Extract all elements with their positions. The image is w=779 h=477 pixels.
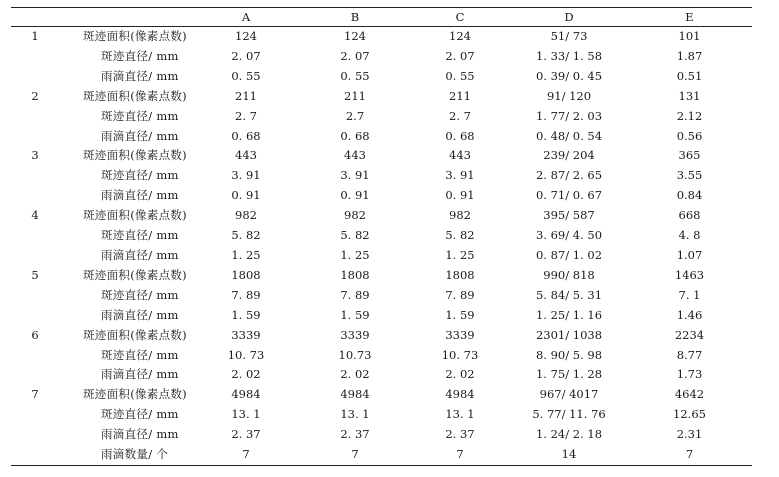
drop-diameter-label: 雨滴直径/ mm — [101, 128, 179, 143]
value-col-e: 1.07 — [676, 247, 703, 262]
value-col-a: 982 — [235, 208, 257, 223]
group-number-empty — [11, 425, 59, 445]
value-col-c: 1. 59 — [445, 307, 475, 322]
value-col-e: 12.65 — [673, 407, 706, 422]
value-col-b: 2. 37 — [340, 427, 370, 442]
table-row — [11, 87, 752, 107]
table-row — [11, 226, 752, 246]
value-col-e: 0.56 — [676, 128, 703, 143]
value-col-e: 131 — [678, 88, 701, 103]
table-row — [11, 286, 752, 306]
count-col-d: 14 — [561, 447, 577, 462]
value-col-c: 10. 73 — [441, 347, 479, 362]
table-row — [11, 146, 752, 166]
value-col-b: 0. 55 — [340, 68, 370, 83]
value-col-b: 10.73 — [338, 347, 372, 362]
spot-area-label: 斑迹面积(像素点数) — [83, 148, 187, 163]
value-col-d: 1. 25/ 1. 16 — [535, 307, 603, 322]
group-number-empty — [11, 67, 59, 87]
value-col-a: 2. 7 — [235, 108, 257, 123]
header-row — [11, 8, 752, 26]
value-col-c: 2. 7 — [449, 108, 471, 123]
value-col-a: 2. 02 — [231, 367, 261, 382]
group-number-empty — [11, 246, 59, 266]
value-col-a: 0. 55 — [231, 68, 261, 83]
value-col-b: 2.7 — [345, 108, 365, 123]
value-col-e: 0.51 — [676, 68, 703, 83]
value-col-a: 443 — [235, 148, 257, 163]
spot-area-label: 斑迹面积(像素点数) — [83, 327, 187, 342]
value-col-a: 10. 73 — [227, 347, 265, 362]
value-col-c: 0. 91 — [445, 188, 475, 203]
spot-area-label: 斑迹面积(像素点数) — [83, 387, 187, 402]
value-col-a: 4984 — [231, 387, 261, 402]
value-col-b: 1. 25 — [340, 247, 370, 262]
group-number: 2 — [31, 88, 39, 103]
value-col-d: 5. 84/ 5. 31 — [535, 287, 603, 302]
value-col-d: 1. 33/ 1. 58 — [535, 48, 603, 63]
value-col-c: 2. 07 — [445, 48, 475, 63]
value-col-e: 8.77 — [676, 347, 703, 362]
group-number-empty — [11, 186, 59, 206]
spot-diameter-label: 斑迹直径/ mm — [101, 108, 179, 123]
value-col-e: 0.84 — [676, 188, 703, 203]
value-col-d: 967/ 4017 — [539, 387, 599, 402]
value-col-b: 3339 — [340, 327, 370, 342]
spot-area-label: 斑迹面积(像素点数) — [83, 267, 187, 282]
value-col-b: 0. 91 — [340, 188, 370, 203]
group-number: 6 — [31, 327, 39, 342]
value-col-a: 3339 — [231, 327, 261, 342]
spot-area-label: 斑迹面积(像素点数) — [83, 208, 187, 223]
value-col-b: 124 — [344, 29, 366, 43]
header-col-c: C — [455, 10, 465, 24]
drop-diameter-label: 雨滴直径/ mm — [101, 307, 179, 322]
value-col-b: 2. 07 — [340, 48, 370, 63]
value-col-c: 7. 89 — [445, 287, 475, 302]
table-row — [11, 306, 752, 326]
group-number-empty — [11, 127, 59, 147]
group-number-empty — [11, 306, 59, 326]
raindrop-count-label: 雨滴数量/ 个 — [101, 447, 169, 462]
group-number-empty — [11, 346, 59, 366]
drop-diameter-label: 雨滴直径/ mm — [101, 247, 179, 262]
group-number: 4 — [31, 208, 39, 223]
value-col-d: 0. 71/ 0. 67 — [535, 188, 603, 203]
value-col-c: 0. 55 — [445, 68, 475, 83]
table-row — [11, 405, 752, 425]
value-col-b: 1. 59 — [340, 307, 370, 322]
spot-diameter-label: 斑迹直径/ mm — [101, 347, 179, 362]
value-col-b: 982 — [344, 208, 366, 223]
table-row — [11, 127, 752, 147]
value-col-b: 3. 91 — [340, 168, 370, 183]
value-col-e: 1.73 — [676, 367, 703, 382]
group-number-empty — [11, 47, 59, 67]
value-col-b: 5. 82 — [340, 228, 370, 243]
spot-diameter-label: 斑迹直径/ mm — [101, 48, 179, 63]
group-number-empty — [11, 107, 59, 127]
value-col-e: 4642 — [674, 387, 705, 402]
value-col-e: 2234 — [674, 327, 705, 342]
count-col-c: 7 — [456, 447, 464, 462]
value-col-e: 7. 1 — [678, 287, 701, 302]
table-body — [11, 27, 752, 465]
table-row — [11, 385, 752, 405]
value-col-a: 13. 1 — [231, 407, 261, 422]
value-col-c: 1808 — [445, 267, 475, 282]
value-col-d: 91/ 120 — [546, 88, 592, 103]
header-col-b: B — [350, 10, 360, 24]
value-col-e: 1.87 — [676, 48, 703, 63]
count-col-a: 7 — [242, 447, 250, 462]
value-col-a: 3. 91 — [231, 168, 261, 183]
table-row — [11, 107, 752, 127]
value-col-a: 0. 91 — [231, 188, 261, 203]
value-col-b: 13. 1 — [340, 407, 370, 422]
value-col-c: 124 — [449, 29, 471, 43]
table-row — [11, 206, 752, 226]
value-col-d: 239/ 204 — [543, 148, 595, 163]
value-col-d: 0. 39/ 0. 45 — [535, 68, 603, 83]
header-col-d: D — [564, 10, 574, 24]
value-col-d: 0. 87/ 1. 02 — [535, 247, 603, 262]
value-col-b: 7. 89 — [340, 287, 370, 302]
header-col-a: A — [241, 10, 251, 24]
group-number-empty — [11, 226, 59, 246]
value-col-d: 990/ 818 — [543, 267, 595, 282]
value-col-c: 0. 68 — [445, 128, 475, 143]
group-number-empty — [11, 445, 59, 465]
header-group-cell — [11, 8, 59, 26]
value-col-d: 8. 90/ 5. 98 — [535, 347, 603, 362]
value-col-c: 443 — [449, 148, 471, 163]
value-col-d: 5. 77/ 11. 76 — [532, 407, 606, 422]
table-row — [11, 365, 752, 385]
data-table — [11, 8, 752, 26]
group-number: 3 — [31, 148, 39, 163]
header-label-cell — [59, 8, 191, 26]
group-number-empty — [11, 286, 59, 306]
value-col-a: 0. 68 — [231, 128, 261, 143]
table-bottom-rule — [11, 465, 752, 466]
table-row — [11, 346, 752, 366]
value-col-a: 7. 89 — [231, 287, 261, 302]
value-col-c: 5. 82 — [445, 228, 475, 243]
group-number: 7 — [31, 387, 39, 402]
table-row — [11, 67, 752, 87]
group-number-empty — [11, 405, 59, 425]
drop-diameter-label: 雨滴直径/ mm — [101, 188, 179, 203]
value-col-d: 1. 24/ 2. 18 — [535, 427, 603, 442]
count-col-e: 7 — [685, 447, 694, 462]
table-row — [11, 166, 752, 186]
value-col-e: 3.55 — [676, 168, 703, 183]
spot-diameter-label: 斑迹直径/ mm — [101, 287, 179, 302]
table-row — [11, 27, 752, 47]
value-col-c: 3339 — [445, 327, 475, 342]
value-col-c: 13. 1 — [445, 407, 475, 422]
count-col-b: 7 — [351, 447, 359, 462]
drop-diameter-label: 雨滴直径/ mm — [101, 427, 179, 442]
value-col-e: 365 — [678, 148, 701, 163]
spot-area-label: 斑迹面积(像素点数) — [83, 88, 187, 103]
raindrop-count-row — [11, 445, 752, 465]
table-row — [11, 326, 752, 346]
value-col-d: 3. 69/ 4. 50 — [535, 228, 603, 243]
value-col-b: 1808 — [340, 267, 370, 282]
value-col-b: 4984 — [340, 387, 370, 402]
value-col-d: 395/ 587 — [543, 208, 595, 223]
value-col-d: 1. 75/ 1. 28 — [535, 367, 603, 382]
drop-diameter-label: 雨滴直径/ mm — [101, 367, 179, 382]
spot-area-label: 斑迹面积(像素点数) — [83, 29, 187, 43]
value-col-e: 1.46 — [676, 307, 703, 322]
value-col-b: 0. 68 — [340, 128, 370, 143]
table-row — [11, 246, 752, 266]
drop-diameter-label: 雨滴直径/ mm — [101, 68, 179, 83]
value-col-a: 1. 59 — [231, 307, 261, 322]
spot-diameter-label: 斑迹直径/ mm — [101, 407, 179, 422]
value-col-d: 0. 48/ 0. 54 — [535, 128, 603, 143]
value-col-c: 1. 25 — [445, 247, 475, 262]
value-col-a: 5. 82 — [231, 228, 261, 243]
value-col-c: 982 — [449, 208, 471, 223]
value-col-e: 2.31 — [676, 427, 703, 442]
value-col-c: 3. 91 — [445, 168, 475, 183]
value-col-b: 2. 02 — [340, 367, 370, 382]
value-col-a: 2. 07 — [231, 48, 261, 63]
value-col-d: 1. 77/ 2. 03 — [535, 108, 603, 123]
table-row — [11, 266, 752, 286]
value-col-e: 668 — [678, 208, 701, 223]
value-col-a: 1. 25 — [231, 247, 261, 262]
value-col-b: 443 — [344, 148, 366, 163]
group-number: 5 — [31, 267, 39, 282]
group-number: 1 — [31, 29, 39, 43]
value-col-a: 211 — [235, 88, 257, 103]
table-row — [11, 47, 752, 67]
value-col-c: 211 — [449, 88, 471, 103]
value-col-a: 124 — [235, 29, 257, 43]
table-row — [11, 186, 752, 206]
group-number-empty — [11, 166, 59, 186]
value-col-c: 2. 02 — [445, 367, 475, 382]
spot-diameter-label: 斑迹直径/ mm — [101, 228, 179, 243]
value-col-d: 51/ 73 — [550, 29, 588, 43]
value-col-e: 101 — [678, 29, 701, 43]
value-col-b: 211 — [344, 88, 366, 103]
value-col-a: 2. 37 — [231, 427, 261, 442]
value-col-a: 1808 — [231, 267, 261, 282]
data-table-container — [11, 7, 752, 466]
value-col-e: 1463 — [674, 267, 705, 282]
value-col-d: 2. 87/ 2. 65 — [535, 168, 603, 183]
value-col-e: 2.12 — [676, 108, 703, 123]
table-row — [11, 425, 752, 445]
value-col-c: 2. 37 — [445, 427, 475, 442]
value-col-e: 4. 8 — [678, 228, 701, 243]
group-number-empty — [11, 365, 59, 385]
value-col-d: 2301/ 1038 — [535, 327, 603, 342]
spot-diameter-label: 斑迹直径/ mm — [101, 168, 179, 183]
value-col-c: 4984 — [445, 387, 475, 402]
data-table-body — [11, 27, 752, 465]
header-col-e: E — [685, 10, 694, 24]
